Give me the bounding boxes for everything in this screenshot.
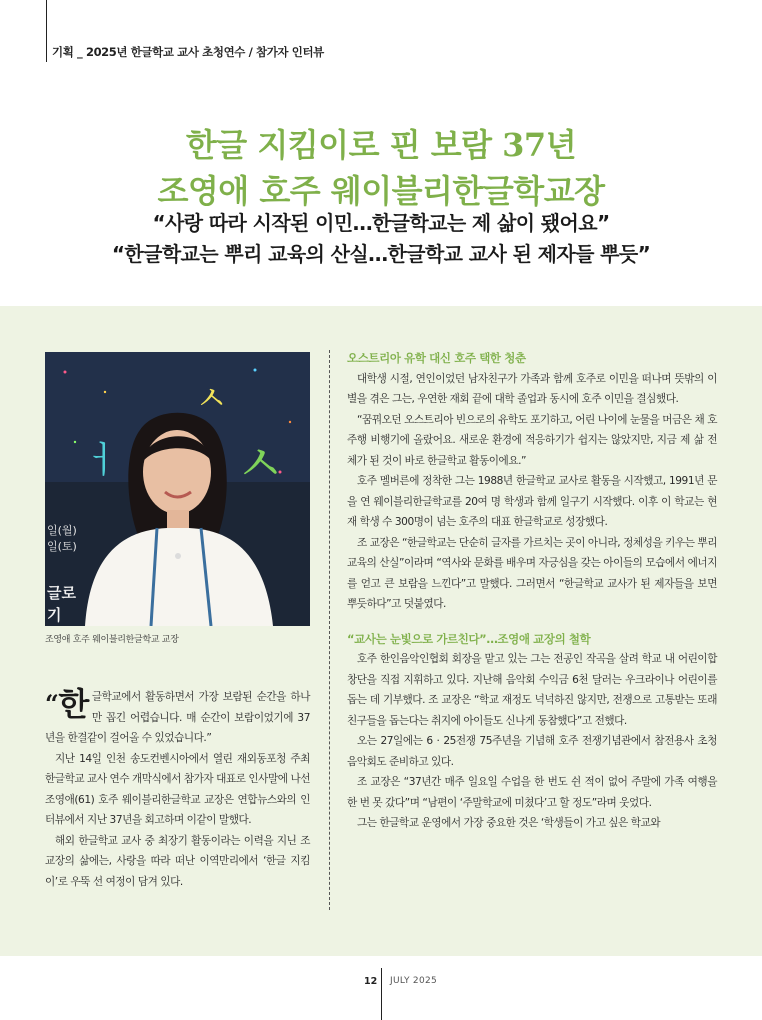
body-paragraph: 대학생 시절, 연인이었던 남자친구가 가족과 함께 호주로 이민을 떠나며 뜻밖의 이별을 겪은 그는, 우연한 재회 끝에 대학 졸업과 동시에 호주 이민을 결심했다. <box>347 372 717 405</box>
body-paragraph: “꿈꿔오던 오스트리아 빈으로의 유학도 포기하고, 어린 나이에 눈물을 머금은 채 호주행 비행기에 올랐어요. 새로운 환경에 적응하기가 쉽지는 않았지만, 지금 제 삶 전체가 된 것이 바로 한글학교 활동이에요.” <box>347 413 717 467</box>
section-heading-1: 오스트리아 유학 대신 호주 택한 청춘 <box>347 351 526 365</box>
body-paragraph: 오는 27일에는 6 · 25전쟁 75주년을 기념해 호주 전쟁기념관에서 참전용사 초청 음악회도 준비하고 있다. <box>347 735 717 768</box>
banner-side-text-3: 글로 <box>47 584 76 602</box>
body-paragraph: 조 교장은 “37년간 매주 일요일 수업을 한 번도 쉰 적이 없어 주말에 가족 여행을 한 번 못 갔다”며 “남편이 ‘주말학교에 미쳤다’고 할 정도”라며 웃었다. <box>347 776 717 809</box>
portrait-illustration <box>45 352 310 626</box>
page-number: 12 <box>364 976 378 987</box>
article-subtitle-line2: “한글학교는 뿌리 교육의 산실…한글학교 교사 된 제자들 뿌듯” <box>111 242 651 266</box>
body-paragraph: 지난 14일 인천 송도컨벤시아에서 열린 재외동포청 주최 한글학교 교사 연수 개막식에서 참가자 대표로 인사말에 나선 조영애(61) 호주 웨이블리한글학교 교장은 연합뉴스와의 인터뷰에서 지난 37년을 회고하며 이같이 말했다. <box>45 752 311 826</box>
body-paragraph: 조 교장은 “한글학교는 단순히 글자를 가르치는 곳이 아니라, 정체성을 키우는 뿌리 교육의 산실”이라며 “역사와 문화를 배우며 자긍심을 갖는 아이들의 모습에서 에너지를 얻고 큰 보람을 느낀다”고 말했다. 그러면서 “한글학교 교사가 된 제자들을 보면 뿌듯하다”고 덧붙였다. <box>347 536 717 610</box>
issue-date: JULY 2025 <box>390 976 438 986</box>
banner-glyph-2: ㅓ <box>85 440 120 481</box>
footer-divider <box>381 968 382 1020</box>
banner-glyph-1: ㅅ <box>195 379 228 419</box>
section-label: 기획 _ 2025년 한글학교 교사 초청연수 / 참가자 인터뷰 <box>52 45 324 59</box>
body-paragraph: 호주 멜버른에 정착한 그는 1988년 한글학교 교사로 활동을 시작했고, 1991년 문을 연 웨이블리한글학교를 20여 명 학생과 함께 일구기 시작했다. 이후 이 학교는 현재 학생 수 300명이 넘는 호주의 대표 한글학교로 성장했다. <box>347 475 717 528</box>
left-column <box>45 687 310 892</box>
section-heading-2: “교사는 눈빛으로 가르친다”…조영애 교장의 철학 <box>347 631 591 646</box>
body-paragraph: 해외 한글학교 교사 중 최장기 활동이라는 이력을 지닌 조 교장의 삶에는, 사랑을 따라 떠난 이역만리에서 ‘한글 지킴이’로 우뚝 선 여정이 담겨 있다. <box>45 834 310 888</box>
banner-glyph-3: ㅅ <box>235 435 286 495</box>
body-paragraph: 호주 한인음악인협회 회장을 맡고 있는 그는 전공인 작곡을 살려 학교 내 어린이합창단을 직접 지휘하고 있다. 지난해 음악회 수익금 6천 달러는 우크라이나 어린이를 돕는 데 기부했다. 조 교장은 “학교 재정도 넉넉하진 않지만, 전쟁으로 고통받는 또래 친구들을 돕는다는 취지에 아이들도 신나게 동참했다”고 전했다. <box>347 653 717 727</box>
article-title-line1: 한글 지킴이로 핀 보람 37년 <box>185 126 577 164</box>
body-paragraph: 그는 한글학교 운영에서 가장 중요한 것은 ‘학생들이 가고 싶은 학교와 <box>357 817 661 829</box>
banner-side-text-4: 기 <box>47 606 62 624</box>
dropcap: “한 <box>45 685 89 723</box>
right-column <box>347 348 717 834</box>
top-vertical-rule <box>46 0 47 62</box>
photo-caption: 조영애 호주 웨이블리한글학교 교장 <box>45 635 179 645</box>
article-subtitle-line1: “사랑 따라 시작된 이민…한글학교는 제 삶이 됐어요” <box>152 211 610 235</box>
article-title-line2: 조영애 호주 웨이블리한글학교장 <box>157 172 605 210</box>
banner-side-text-1: 일(월) <box>47 524 77 537</box>
column-divider <box>329 350 330 910</box>
lead-paragraph: “한 글학교에서 활동하면서 가장 보람된 순간을 하나만 꼽긴 어렵습니다. 매 순간이 보람이었기에 37년을 한결같이 걸어올 수 있었습니다.” <box>45 685 310 744</box>
banner-side-text-2: 일(토) <box>47 540 77 553</box>
portrait-photo <box>45 352 310 626</box>
